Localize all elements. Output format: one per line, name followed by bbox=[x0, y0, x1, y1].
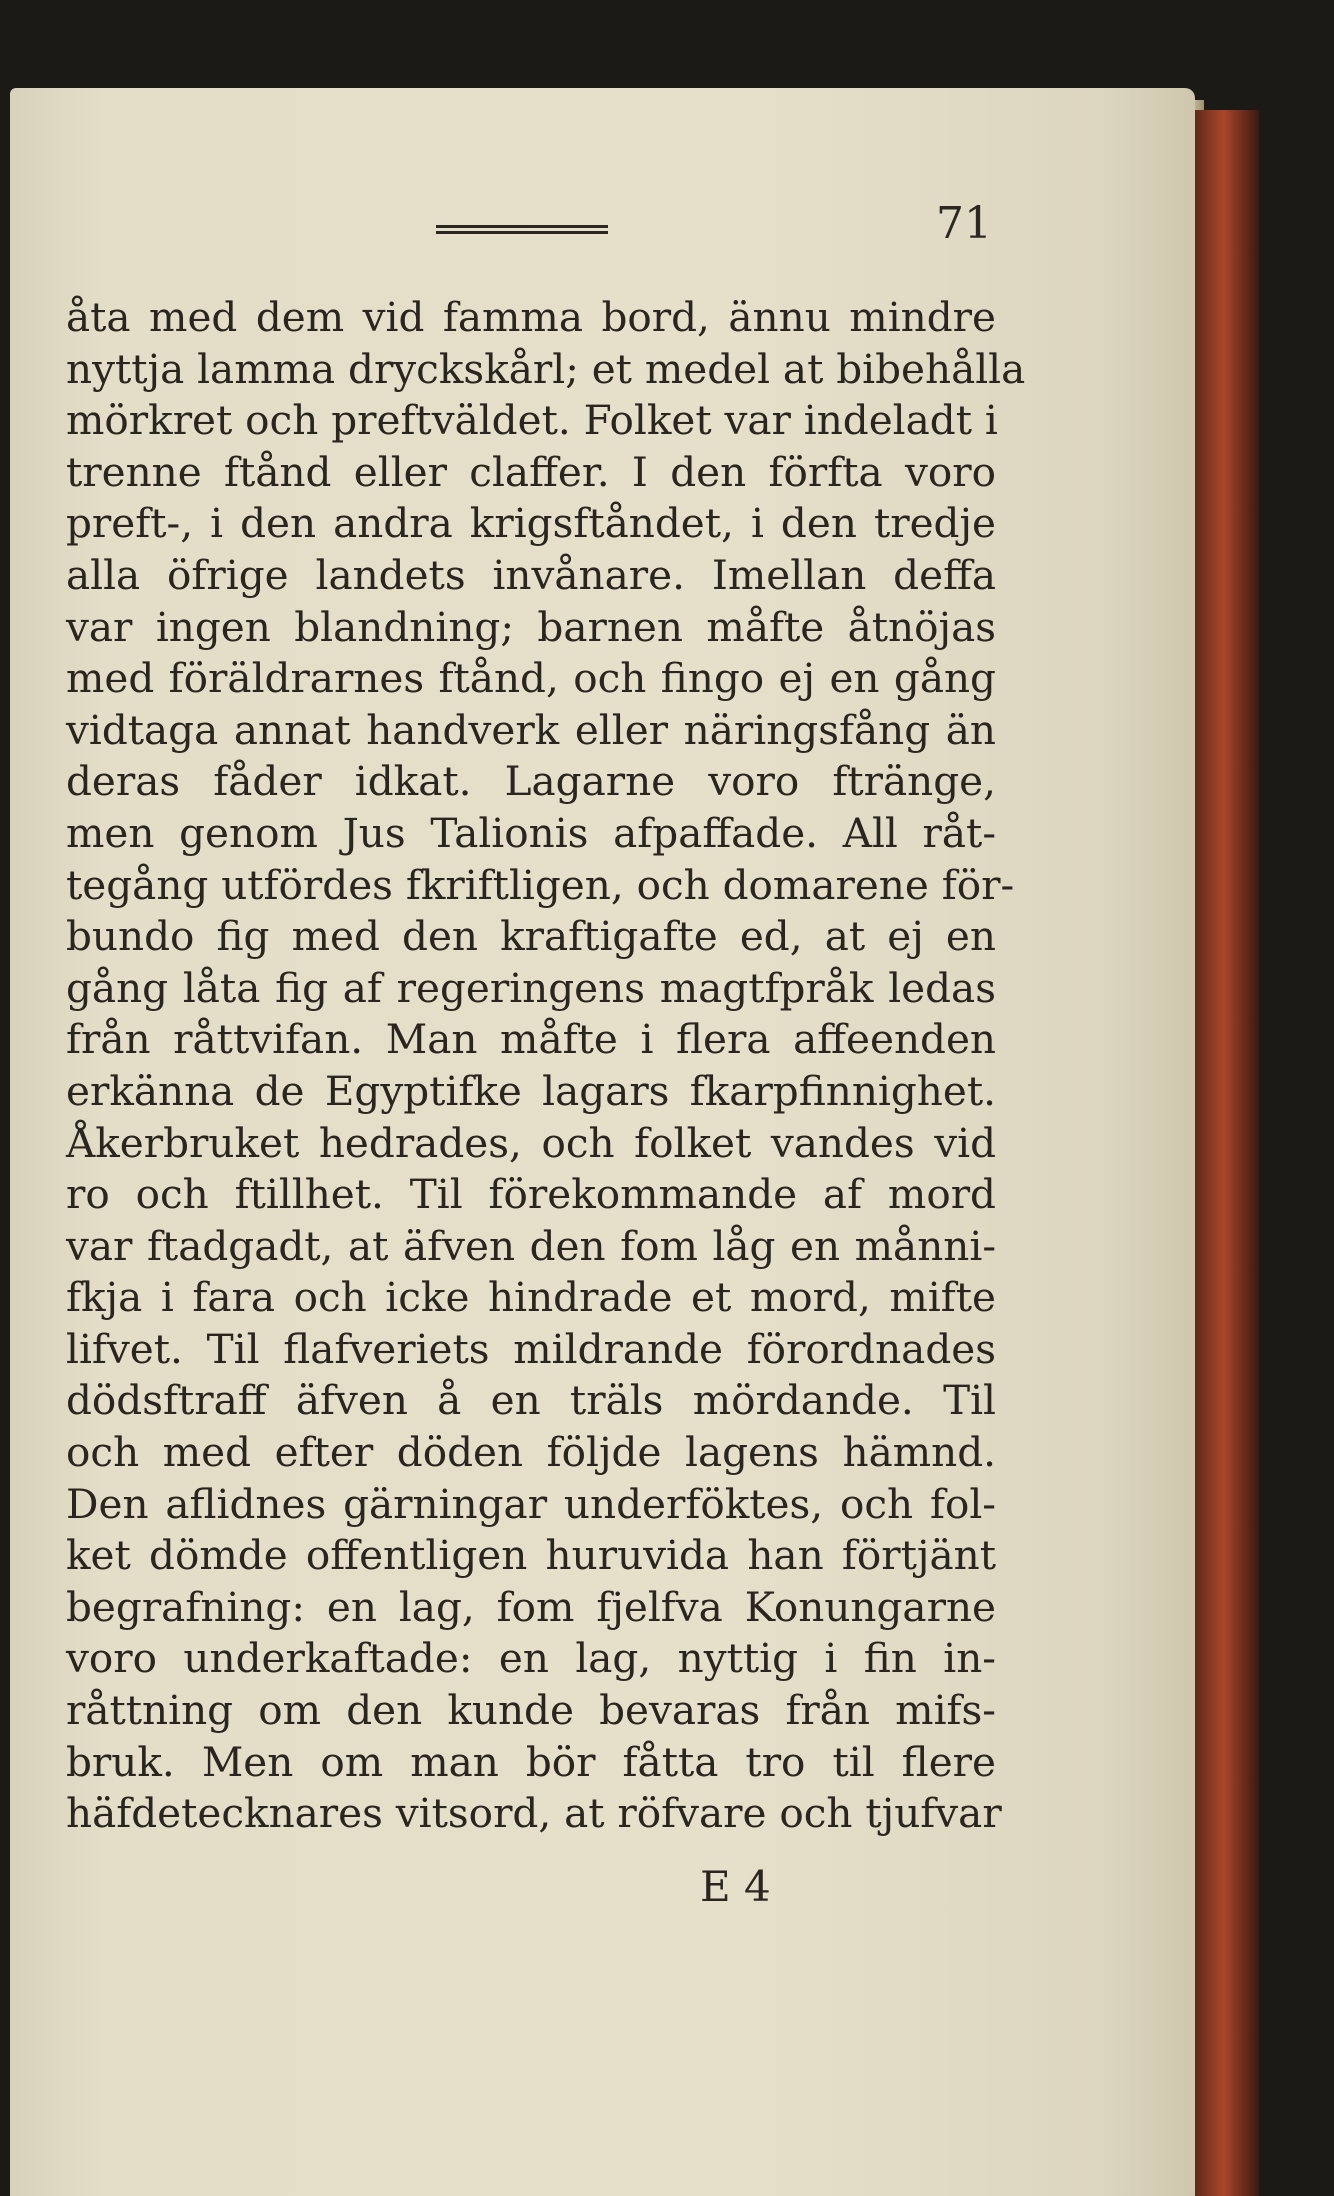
text-line: alla öfrige landets invånare. Imellan deffa bbox=[66, 550, 996, 599]
text-line: nyttja lamma dryckskårl; et medel at bibehålla bbox=[66, 344, 1026, 393]
page-number: 71 bbox=[936, 198, 992, 249]
text-line: gång låta fig af regeringens magtfpråk ledas bbox=[66, 963, 996, 1012]
body-text bbox=[66, 292, 1026, 1840]
text-line: ro och ftillhet. Til förekommande af mord bbox=[66, 1170, 996, 1219]
text-line: mörkret och preftväldet. Folket var indeladt i bbox=[66, 396, 998, 445]
text-line: med föräldrarnes ftånd, och fingo ej en gång bbox=[66, 654, 996, 703]
signature-mark: E 4 bbox=[700, 1862, 771, 1911]
book-cover-edge bbox=[1195, 110, 1259, 2196]
text-line: begrafning: en lag, fom fjelfva Konungarne bbox=[66, 1582, 996, 1631]
text-line: preft-, i den andra krigsftåndet, i den tredje bbox=[66, 499, 996, 548]
text-line: ket dömde offentligen huruvida han förtjänt bbox=[66, 1531, 996, 1580]
text-line: råttning om den kunde bevaras från mifs- bbox=[66, 1686, 996, 1735]
text-line: och med efter döden följde lagens hämnd. bbox=[66, 1428, 996, 1477]
text-line: vidtaga annat handverk eller näringsfång än bbox=[66, 705, 996, 754]
text-line: var ftadgadt, at äfven den fom låg en månni- bbox=[66, 1221, 996, 1270]
text-line: erkänna de Egyptifke lagars fkarpfinnighet. bbox=[66, 1066, 996, 1115]
text-line: trenne ftånd eller claffer. I den förfta voro bbox=[66, 447, 996, 496]
text-line: bruk. Men om man bör fåtta tro til flere bbox=[66, 1737, 996, 1786]
text-line: Åkerbruket hedrades, och folket vandes vid bbox=[66, 1118, 996, 1167]
text-line: lifvet. Til flafveriets mildrande förordnades bbox=[66, 1324, 996, 1373]
text-line: häfdetecknares vitsord, at röfvare och tjufvar bbox=[66, 1789, 1002, 1838]
text-line: bundo fig med den kraftigafte ed, at ej en bbox=[66, 912, 996, 961]
text-line: fkja i fara och icke hindrade et mord, mifte bbox=[66, 1273, 996, 1322]
text-line: Den aflidnes gärningar underföktes, och fol- bbox=[66, 1479, 996, 1528]
text-line: dödsftraff äfven å en träls mördande. Til bbox=[66, 1376, 996, 1425]
text-line: var ingen blandning; barnen måfte åtnöjas bbox=[66, 602, 996, 651]
text-line: deras fåder idkat. Lagarne voro ftränge, bbox=[66, 757, 996, 806]
text-line: åta med dem vid famma bord, ännu mindre bbox=[66, 293, 996, 341]
header-rule bbox=[436, 225, 608, 234]
text-line: voro underkaftade: en lag, nyttig i fin in- bbox=[66, 1634, 996, 1683]
text-line: från råttvifan. Man måfte i flera affeenden bbox=[66, 1015, 996, 1064]
text-line: tegång utfördes fkriftligen, och domarene för- bbox=[66, 860, 1015, 909]
text-line: men genom Jus Talionis afpaffade. All råt- bbox=[66, 808, 996, 857]
